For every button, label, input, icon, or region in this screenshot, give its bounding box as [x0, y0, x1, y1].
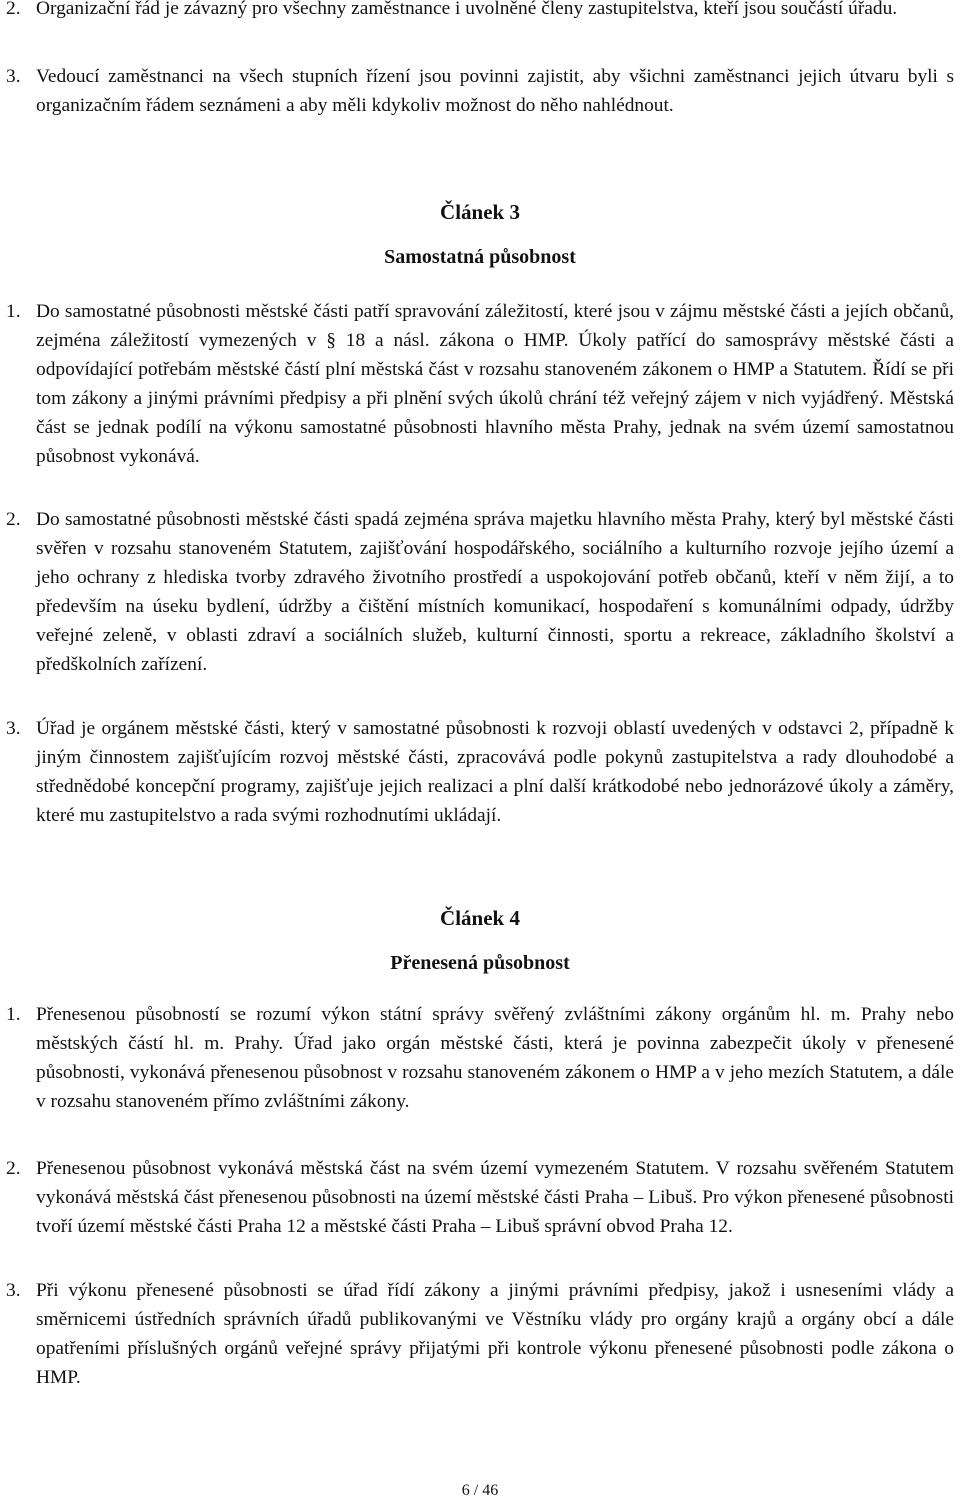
item-number: 2.: [6, 1158, 21, 1179]
item-text: Do samostatné působnosti městské části patří spravování záležitostí, které jsou v zájmu městské části a jejích občanů, zejména záležitostí vymezených v § 18 a násl. zákona o HMP. Úkoly patřící do samosprávy městské části a odpovídající potřebám městské částí plní městská část v rozsahu stanoveném zákonem o HMP a Statutem. Řídí se při tom zákony a jinými právními předpisy a při plnění svých úkolů chrání též veřejný zájem v nich vyjádřený. Městská část se jednak podílí na výkonu samostatné působnosti hlavního města Prahy, jednak na svém území samostatnou působnost vykonává.: [36, 301, 954, 467]
item-text: Organizační řád je závazný pro všechny zaměstnance i uvolněné členy zastupitelstva, kteří jsou součástí úřadu.: [36, 0, 898, 19]
article-3-number: Článek 3: [440, 200, 520, 224]
item-number: 2.: [6, 0, 21, 19]
item-text: Úřad je orgánem městské části, který v samostatné působnosti k rozvoji oblastí uvedených v odstavci 2, případně k jiným činnostem zajišťujícím rozvoj městské části, zpracovává podle pokynů zastupitelstva a rady dlouhodobé a střednědobé koncepční programy, zajišťuje jejich realizaci a plní další krátkodobé nebo jednorázové úkoly a záměry, které mu zastupitelstvo a rada svými rozhodnutími ukládají.: [36, 718, 954, 826]
article-4-item-2: [0, 1154, 960, 1241]
article-3-item-2: [0, 505, 960, 679]
article-4-item-3: [0, 1276, 960, 1392]
article-3-item-1: [0, 297, 960, 471]
item-text: Při výkonu přenesené působnosti se úřad řídí zákony a jinými právními předpisy, jakož i usneseními vlády a směrnicemi ústředních správních úřadů publikovanými ve Věstníku vlády pro orgány krajů a orgány obcí a dále opatřeními příslušných orgánů veřejné správy přijatými při kontrole výkonu přenesené působnosti podle zákona o HMP.: [36, 1280, 954, 1388]
intro-item-3: [0, 62, 960, 120]
page-number: 6 / 46: [461, 1482, 499, 1499]
item-number: 3.: [6, 1280, 21, 1301]
item-number: 1.: [6, 301, 21, 322]
article-3-title: Samostatná působnost: [384, 246, 576, 268]
intro-item-2: [0, 0, 960, 23]
article-4-title: Přenesená působnost: [390, 952, 570, 974]
item-text: Vedoucí zaměstnanci na všech stupních řízení jsou povinni zajistit, aby všichni zaměstnanci jejich útvaru byli s organizačním řádem seznámeni a aby měli kdykoliv možnost do něho nahlédnout.: [36, 66, 954, 116]
item-number: 1.: [6, 1004, 21, 1025]
item-number: 2.: [6, 509, 21, 530]
article-4-item-1: [0, 1000, 960, 1116]
item-number: 3.: [6, 66, 21, 87]
item-text: Přenesenou působnost vykonává městská část na svém území vymezeném Statutem. V rozsahu svěřeném Statutem vykonává městská část přenesenou působnosti na území městské části Praha – Libuš. Pro výkon přenesené působnosti tvoří území městské části Praha 12 a městské části Praha – Libuš správní obvod Praha 12.: [36, 1158, 954, 1237]
article-4-number: Článek 4: [440, 906, 520, 930]
item-text: Do samostatné působnosti městské části spadá zejména správa majetku hlavního města Prahy, který byl městské části svěřen v rozsahu stanoveném Statutem, zajišťování hospodářského, sociálního a kulturního rozvoje jejího území a jeho ochrany z hlediska tvorby zdravého životního prostředí a uspokojování potřeb občanů, kteří v něm žijí, a to především na úseku bydlení, údržby a čištění místních komunikací, hospodaření s komunálními odpady, údržby veřejné zeleně, v oblasti zdraví a sociálních služeb, kulturní činnosti, sportu a rekreace, základního školství a předškolních zařízení.: [36, 509, 954, 675]
article-3-item-3: [0, 714, 960, 830]
item-text: Přenesenou působností se rozumí výkon státní správy svěřený zvláštními zákony orgánům hl. m. Prahy nebo městských částí hl. m. Prahy. Úřad jako orgán městské části, která je povinna zabezpečit úkoly v přenesené působnosti, vykonává přenesenou působnost v rozsahu stanoveném zákonem o HMP a v jeho mezích Statutem, a dále v rozsahu stanoveném přímo zvláštními zákony.: [36, 1004, 954, 1112]
item-number: 3.: [6, 718, 21, 739]
